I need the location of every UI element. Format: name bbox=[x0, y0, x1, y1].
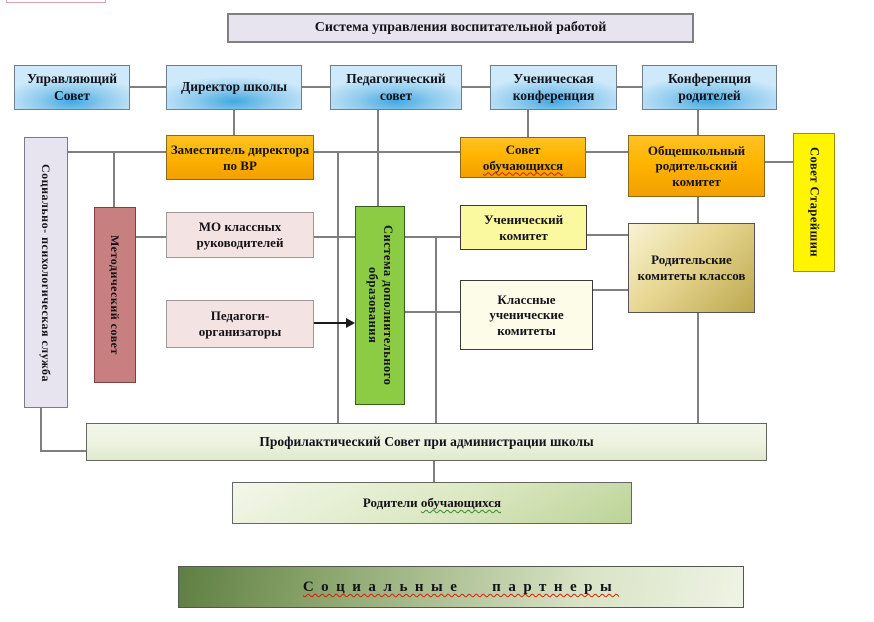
node-pedagogicheskiy-sovet: Педагогический совет bbox=[330, 65, 462, 110]
node-metodicheskiy-sovet: Методический совет bbox=[94, 207, 136, 383]
connector-zam-profilakt bbox=[337, 152, 339, 423]
diagram-title bbox=[227, 13, 694, 43]
clipped-pink-box-edge bbox=[6, 0, 106, 3]
connector-sluzhba-profilakt bbox=[40, 450, 86, 452]
node-sovet-stareyshin: Совет Старейшин bbox=[793, 133, 835, 272]
connector-uchenkonf-konfrod bbox=[617, 86, 642, 88]
connector-pedagog-sistema bbox=[377, 110, 379, 206]
connector-metod-mo bbox=[136, 236, 166, 238]
connector-pedagog-uchenkonf bbox=[462, 86, 490, 88]
arrow-right-icon bbox=[346, 318, 355, 328]
connector-uchenkom-roditkom bbox=[587, 234, 628, 236]
connector-sistema-uchenkom bbox=[405, 236, 460, 238]
roditeli-label: Родители обучающихся bbox=[362, 495, 502, 511]
node-uchenicheskaya-konferenciya: Ученическая конференция bbox=[490, 65, 617, 110]
connector-sovetobuch-obshch bbox=[586, 151, 628, 153]
node-socialnye-partnery: Социальные партнеры bbox=[178, 566, 744, 608]
connector-obshch-roditkom bbox=[697, 197, 699, 223]
connector-mo-sistema bbox=[314, 236, 355, 238]
connector-direktor-pedagog bbox=[302, 86, 330, 88]
node-klassnye-komitety: Классные ученические комитеты bbox=[460, 280, 593, 350]
node-pedagogi-organizatory: Педагоги-организаторы bbox=[166, 300, 314, 348]
connector-spine-metod bbox=[113, 152, 115, 207]
node-obshcheshkolnyy-komitet: Общешкольный родительский комитет bbox=[628, 135, 765, 197]
connector-upravl-direktor bbox=[130, 86, 166, 88]
connector-sluzhba-zam bbox=[68, 151, 166, 153]
node-roditeli-obuchayushchihsya bbox=[232, 482, 632, 524]
connector-profilakt-roditeli bbox=[433, 461, 435, 482]
node-roditelskie-komitety: Родительские комитеты классов bbox=[628, 223, 755, 313]
diagram-title-text: Система управления воспитательной работой bbox=[314, 19, 607, 35]
misspelled-word: обучающихся bbox=[482, 157, 564, 173]
connector-klassnye-roditkom bbox=[593, 289, 628, 291]
node-profilakticheskiy-sovet: Профилактический Совет при администрации школы bbox=[86, 423, 767, 461]
node-mo-klassnyh: МО классных руководителей bbox=[166, 212, 314, 258]
connector-uchenkonf-sovetobuch bbox=[527, 110, 529, 137]
connector-sistema-profilakt bbox=[435, 237, 437, 423]
connector-konfrod-obshch bbox=[697, 110, 699, 135]
misspelled-word: обучающихся bbox=[420, 495, 502, 511]
connector-pedorg-sistema-arrow-line bbox=[314, 322, 348, 324]
node-uchenicheskiy-komitet: Ученический комитет bbox=[460, 205, 587, 250]
connector-roditkom-profilakt bbox=[697, 313, 699, 423]
node-zamestitel-direktora: Заместитель директора по ВР bbox=[166, 135, 314, 180]
node-socialno-psihologicheskaya-sluzhba: Социально- психологическая служба bbox=[24, 137, 68, 408]
connector-sluzhba-down bbox=[40, 408, 42, 451]
connector-zam-sovetobuch bbox=[314, 151, 460, 153]
node-sovet-obuchayushchihsya bbox=[460, 137, 586, 178]
connector-direktor-zam bbox=[233, 110, 235, 135]
sovet-obuch-label: Совет обучающихся bbox=[482, 141, 564, 173]
node-konferenciya-roditeley: Конференция родителей bbox=[642, 65, 777, 110]
connector-sistema-klassnye bbox=[405, 311, 460, 313]
node-sistema-dop-obrazovaniya: Система дополнительного образования bbox=[355, 206, 405, 405]
node-upravlyayushchiy-sovet: Управляющий Совет bbox=[14, 65, 130, 110]
connector-obshch-stareyshin bbox=[765, 161, 793, 163]
node-direktor-shkoly: Директор школы bbox=[166, 65, 302, 110]
